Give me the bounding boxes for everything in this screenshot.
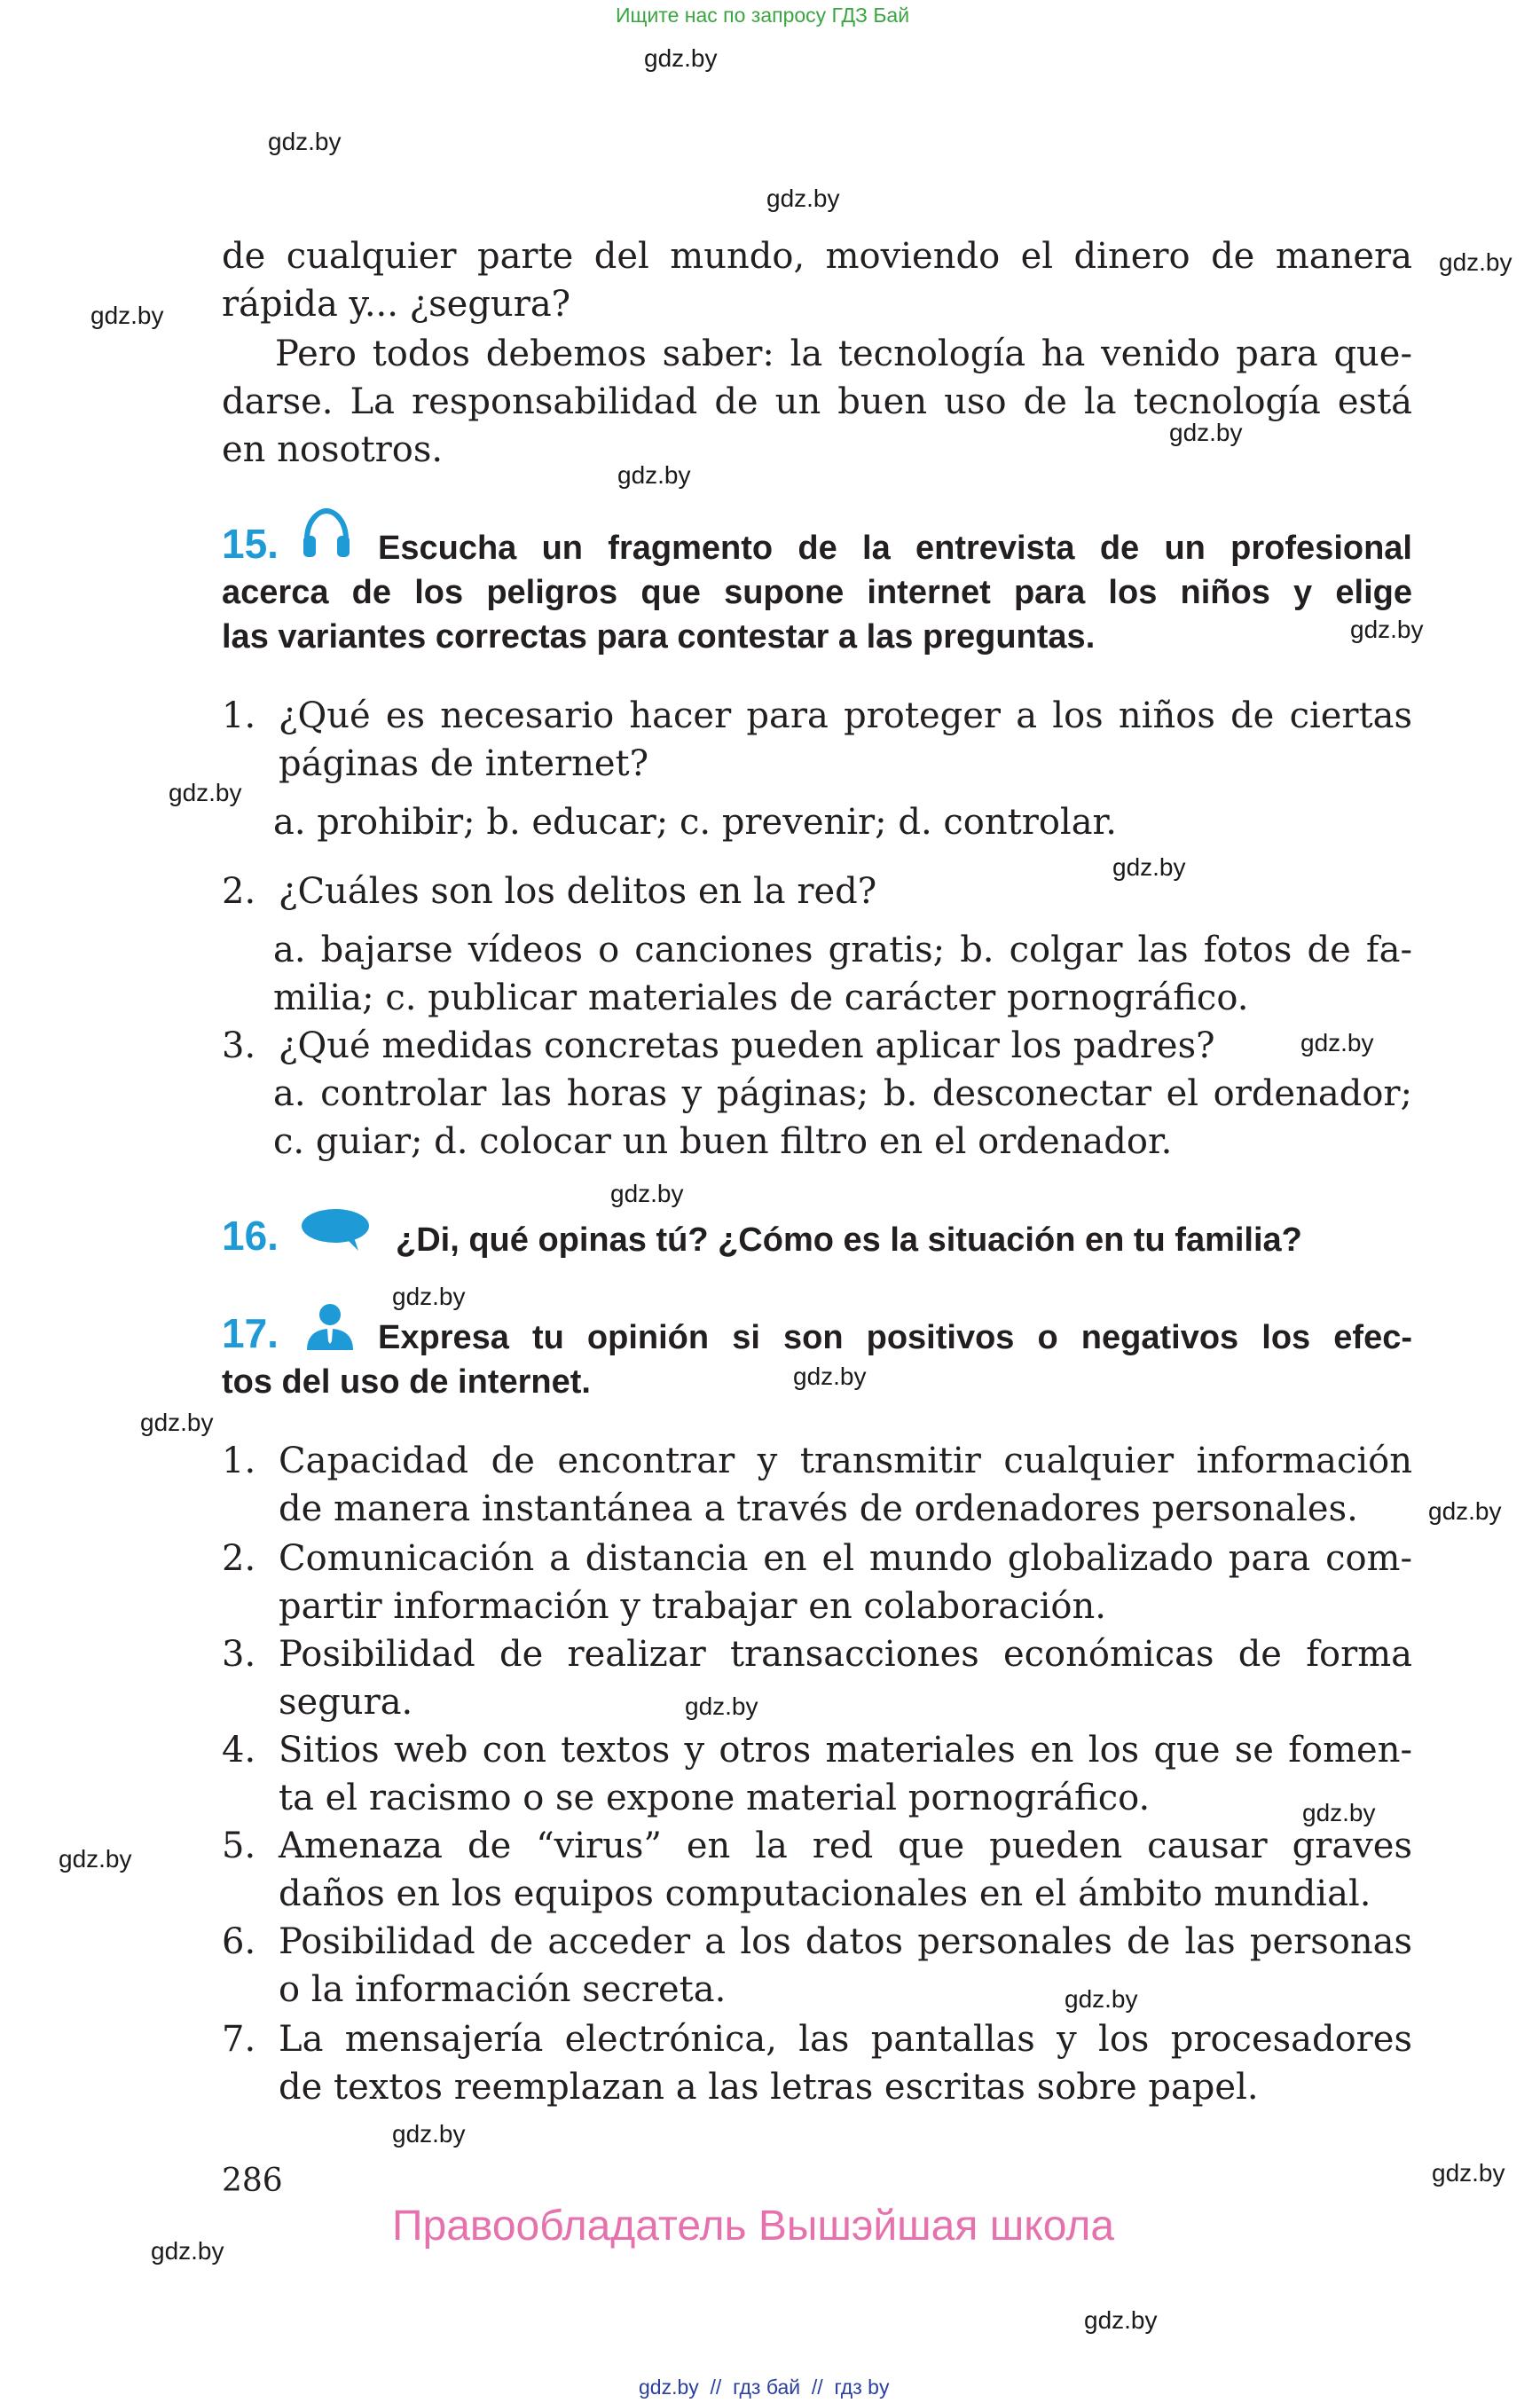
intro-line: de cualquier parte del mundo, moviendo el dinero de manera (222, 236, 1412, 277)
top-banner: Ищите нас по запросу ГДЗ Бай (616, 4, 910, 27)
watermark: gdz.by (1169, 419, 1243, 446)
exercise-17-line: Expresa tu opinión si son positivos o negativos los efec- (378, 1319, 1412, 1356)
list-item: La mensajería electrónica, las pantallas y los procesadores (279, 2019, 1412, 2060)
list-item: ta el racismo o se expone material pornográfico. (279, 1778, 1151, 1818)
watermark: gdz.by (1084, 2306, 1158, 2334)
answer-options: c. guiar; d. colocar un buen filtro en el ordenador. (273, 1121, 1173, 1162)
watermark: gdz.by (169, 779, 242, 806)
watermark: gdz.by (151, 2237, 224, 2265)
list-item-number: 3. (222, 1634, 256, 1675)
watermark: gdz.by (140, 1409, 214, 1436)
list-item: Posibilidad de realizar transacciones económicas de forma (279, 1634, 1412, 1675)
list-item: Comunicación a distancia en el mundo globalizado para com- (279, 1538, 1412, 1579)
question-text: ¿Qué es necesario hacer para proteger a los niños de ciertas (279, 695, 1412, 736)
question-text: ¿Qué medidas concretas pueden aplicar los padres? (279, 1025, 1215, 1066)
answer-options: milia; c. publicar materiales de carácter pornográfico. (273, 978, 1249, 1018)
exercise-15-line: Escucha un fragmento de la entrevista de un profesional (378, 530, 1412, 567)
list-item-number: 7. (222, 2019, 256, 2060)
question-text: páginas de internet? (279, 743, 649, 784)
exercise-15-line: acerca de los peligros que supone internet para los niños y elige (222, 574, 1412, 611)
exercise-17-number: 17. (222, 1310, 279, 1356)
question-number: 3. (222, 1025, 256, 1066)
watermark: gdz.by (685, 1692, 758, 1720)
list-item: de textos reemplazan a las letras escritas sobre papel. (279, 2067, 1259, 2108)
list-item-number: 2. (222, 1538, 256, 1579)
watermark: gdz.by (392, 1283, 466, 1310)
copyright-notice: Правообладатель Вышэйшая школа (392, 2203, 1115, 2250)
watermark: gdz.by (1439, 248, 1512, 276)
watermark: gdz.by (392, 2120, 466, 2148)
footer-links[interactable]: gdz.by // гдз бай // гдз by (639, 2376, 890, 2399)
watermark: gdz.by (1300, 1029, 1374, 1056)
answer-options: a. bajarse vídeos o canciones gratis; b. colgar las fotos de fa- (273, 930, 1412, 970)
page-number: 286 (222, 2163, 283, 2199)
list-item: partir información y trabajar en colaboración. (279, 1586, 1106, 1627)
list-item: de manera instantánea a través de ordenadores personales. (279, 1488, 1358, 1529)
list-item-number: 6. (222, 1921, 256, 1962)
answer-options: a. controlar las horas y páginas; b. desconectar el ordenador; (273, 1073, 1412, 1114)
list-item: Capacidad de encontrar y transmitir cualquier información (279, 1441, 1412, 1481)
list-item: Amenaza de “virus” en la red que pueden causar graves (279, 1826, 1412, 1866)
intro-line: en nosotros. (222, 429, 444, 470)
list-item-number: 1. (222, 1441, 256, 1481)
watermark: gdz.by (59, 1845, 132, 1873)
list-item: Posibilidad de acceder a los datos personales de las personas (279, 1921, 1412, 1962)
question-number: 1. (222, 695, 256, 736)
watermark: gdz.by (90, 302, 164, 329)
question-number: 2. (222, 871, 256, 912)
watermark: gdz.by (617, 461, 691, 489)
list-item-number: 5. (222, 1826, 256, 1866)
list-item: Sitios web con textos y otros materiales en los que se fomen- (279, 1730, 1412, 1771)
list-item: segura. (279, 1682, 413, 1723)
watermark: gdz.by (1302, 1799, 1376, 1826)
watermark: gdz.by (1432, 2159, 1505, 2187)
exercise-16-number: 16. (222, 1213, 279, 1259)
exercise-15-number: 15. (222, 521, 279, 567)
watermark: gdz.by (1350, 616, 1424, 643)
list-item: o la información secreta. (279, 1969, 727, 2010)
exercise-15-line: las variantes correctas para contestar a las preguntas. (222, 618, 1096, 656)
exercise-16-text: ¿Di, qué opinas tú? ¿Cómo es la situación en tu familia? (396, 1221, 1302, 1259)
intro-line: rápida y... ¿segura? (222, 284, 571, 325)
list-item-number: 4. (222, 1730, 256, 1771)
person-icon (303, 1300, 357, 1354)
watermark: gdz.by (766, 185, 840, 212)
intro-line: darse. La responsabilidad de un buen uso de la tecnología está (222, 381, 1412, 422)
answer-options: a. prohibir; b. educar; c. prevenir; d. controlar. (273, 802, 1117, 843)
list-item: daños en los equipos computacionales en el ámbito mundial. (279, 1873, 1371, 1914)
watermark: gdz.by (793, 1362, 867, 1390)
watermark: gdz.by (610, 1180, 684, 1207)
watermark: gdz.by (1065, 1985, 1138, 2013)
speech-bubble-icon (300, 1208, 371, 1253)
watermark: gdz.by (1428, 1497, 1502, 1525)
watermark: gdz.by (268, 128, 342, 155)
intro-line: Pero todos debemos saber: la tecnología ha venido para que- (275, 334, 1412, 374)
headphones-icon (298, 506, 355, 562)
watermark: gdz.by (1112, 853, 1186, 881)
exercise-17-line: tos del uso de internet. (222, 1363, 591, 1401)
question-text: ¿Cuáles son los delitos en la red? (279, 871, 877, 912)
watermark: gdz.by (644, 44, 718, 72)
